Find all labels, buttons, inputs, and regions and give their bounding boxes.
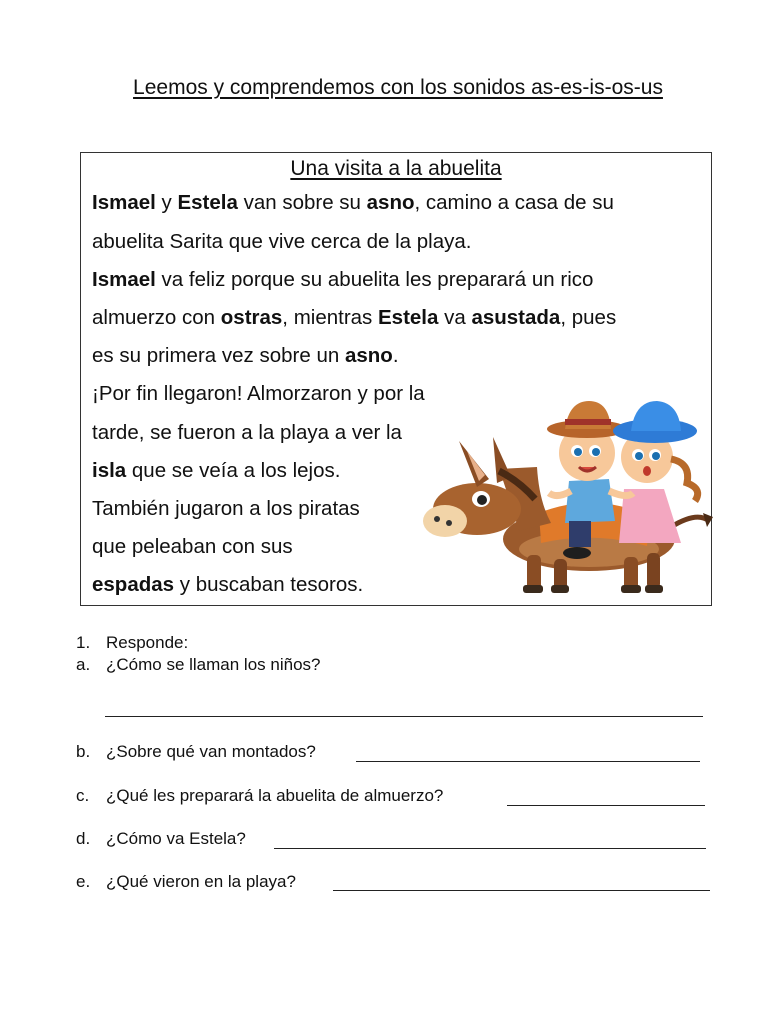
question-a — [76, 655, 320, 675]
story-text-run: y buscaban tesoros. — [174, 573, 364, 596]
story-keyword: Estela — [177, 191, 238, 214]
question-text: ¿Cómo se llaman los niños? — [106, 655, 321, 674]
story-text-run: abuelita Sarita que vive cerca de la playa. — [92, 230, 472, 253]
story-text-run: es su primera vez sobre un — [92, 344, 345, 367]
answer-line-a[interactable] — [105, 716, 703, 717]
story-line — [92, 497, 360, 521]
story-line — [92, 421, 402, 445]
questions-heading-label: Responde: — [106, 633, 189, 652]
story-line — [92, 306, 616, 330]
story-line — [92, 459, 340, 483]
question-letter: b. — [76, 742, 91, 761]
answer-line-c[interactable] — [507, 805, 705, 806]
story-keyword: Ismael — [92, 191, 156, 214]
questions-heading — [76, 633, 188, 653]
story-text-run: va feliz porque su abuelita les preparará un rico — [155, 268, 594, 291]
question-text: ¿Sobre qué van montados? — [106, 742, 316, 761]
story-text-run: . — [392, 344, 399, 367]
story-keyword: asno — [366, 191, 415, 214]
children-on-donkey-illustration — [419, 371, 715, 597]
questions-number: 1. — [76, 633, 91, 652]
story-line — [92, 344, 399, 368]
question-d — [76, 829, 246, 849]
question-letter: d. — [76, 829, 91, 848]
story-text-run: , camino a casa de su — [414, 191, 614, 214]
question-e — [76, 872, 296, 892]
story-title: Una visita a la abuelita — [290, 157, 502, 180]
story-line — [92, 230, 471, 254]
story-line — [92, 573, 363, 597]
story-keyword: Estela — [378, 306, 439, 329]
question-text: ¿Qué vieron en la playa? — [106, 872, 296, 891]
question-text: ¿Cómo va Estela? — [106, 829, 246, 848]
question-letter: c. — [76, 786, 90, 805]
story-text-run: que peleaban con sus — [92, 535, 293, 558]
story-text-run: ¡Por fin llegaron! Almorzaron y por la — [92, 382, 425, 405]
story-text-run: va — [438, 306, 472, 329]
story-text-run: , pues — [560, 306, 617, 329]
question-text: ¿Qué les preparará la abuelita de almuerzo? — [106, 786, 444, 805]
story-text-run: y — [155, 191, 178, 214]
question-b — [76, 742, 316, 762]
story-line — [92, 268, 593, 292]
story-text-run: van sobre su — [237, 191, 367, 214]
story-text-run: almuerzo con — [92, 306, 221, 329]
answer-line-d[interactable] — [274, 848, 706, 849]
question-letter: a. — [76, 655, 91, 674]
question-letter: e. — [76, 872, 91, 891]
worksheet-title: Leemos y comprendemos con los sonidos as-es-is-os-us — [133, 76, 663, 99]
story-box — [80, 152, 712, 606]
story-keyword: espadas — [92, 573, 175, 596]
story-line — [92, 382, 425, 406]
story-keyword: isla — [92, 459, 127, 482]
story-text-run: , mientras — [282, 306, 378, 329]
question-c — [76, 786, 443, 806]
story-keyword: ostras — [220, 306, 283, 329]
story-line — [92, 535, 293, 559]
story-text-run: También jugaron a los piratas — [92, 497, 360, 520]
story-text-run: que se veía a los lejos. — [126, 459, 341, 482]
answer-line-b[interactable] — [356, 761, 700, 762]
story-line — [92, 191, 614, 215]
story-text-run: tarde, se fueron a la playa a ver la — [92, 421, 402, 444]
story-keyword: asno — [344, 344, 393, 367]
story-keyword: Ismael — [92, 268, 156, 291]
story-keyword: asustada — [471, 306, 561, 329]
answer-line-e[interactable] — [333, 890, 710, 891]
